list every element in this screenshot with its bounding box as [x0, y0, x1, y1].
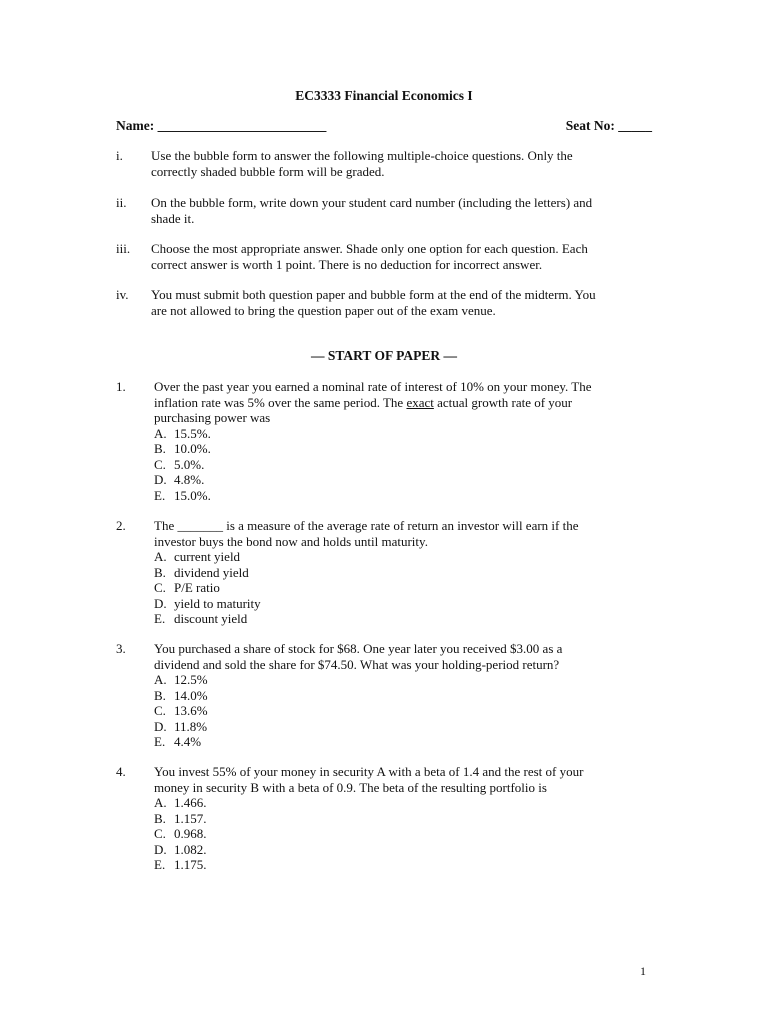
option-text: 10.0%. — [174, 441, 211, 456]
answer-option — [154, 826, 654, 842]
answer-option — [154, 703, 654, 719]
question-stem-part: Over the past year you earned a nominal rate of interest of 10% on your money. The inflation rate was 5% over the same period. The — [154, 379, 592, 410]
exam-title: EC3333 Financial Economics I — [295, 88, 473, 103]
option-text: 13.6% — [174, 703, 208, 718]
question-stem: You purchased a share of stock for $68. One year later you received $3.00 as a dividend and sold the share for $74.50. What was your holding-period return? — [154, 641, 563, 672]
answer-option — [154, 672, 654, 688]
option-letter: D. — [154, 841, 167, 857]
option-letter: B. — [154, 687, 166, 703]
answer-option — [154, 719, 654, 735]
question-stem: You invest 55% of your money in security A with a beta of 1.4 and the rest of your money in security B with a beta of 0.9. The beta of the resulting portfolio is — [154, 764, 584, 795]
option-text: 14.0% — [174, 687, 208, 703]
answer-option — [154, 857, 654, 873]
option-letter: C. — [154, 456, 166, 472]
option-text: 11.8% — [174, 718, 208, 734]
option-text: 1.157. — [174, 810, 207, 826]
option-letter: D. — [154, 718, 167, 734]
option-text: 1.175. — [174, 857, 207, 872]
instruction-text: You must submit both question paper and bubble form at the end of the midterm. You are not allowed to bring the question paper out of the exam venue. — [151, 287, 596, 318]
option-letter: D. — [154, 472, 167, 487]
instruction-number: iv. — [116, 287, 129, 302]
answer-option — [154, 734, 654, 750]
option-letter: C. — [154, 703, 166, 718]
answer-option — [154, 611, 654, 627]
question-number: 4. — [116, 764, 126, 779]
instruction-number: i. — [116, 148, 123, 163]
answer-option — [154, 842, 654, 858]
option-letter: D. — [154, 595, 167, 611]
option-text: 4.8%. — [174, 472, 205, 487]
option-letter: B. — [154, 564, 166, 580]
option-letter: C. — [154, 580, 166, 595]
question-stem: The _______ is a measure of the average rate of return an investor will earn if the investor buys the bond now and holds until maturity. — [154, 518, 579, 549]
page-number: 1 — [640, 964, 646, 978]
answer-option — [154, 488, 654, 504]
option-text: dividend yield — [174, 564, 249, 580]
option-text: P/E ratio — [174, 580, 220, 595]
option-text: current yield — [174, 549, 241, 564]
option-letter: A. — [154, 795, 167, 810]
option-text: 1.082. — [174, 841, 207, 857]
option-text: 4.4% — [174, 734, 202, 749]
option-text: 0.968. — [174, 826, 207, 841]
question-number: 2. — [116, 518, 126, 533]
instruction-text: On the bubble form, write down your student card number (including the letters) and shade it. — [151, 195, 593, 226]
answer-option — [154, 457, 654, 473]
seat-field-label: Seat No: _____ — [565, 118, 652, 133]
question-stem — [154, 379, 654, 426]
instruction-number: ii. — [116, 195, 127, 210]
option-letter: E. — [154, 611, 166, 626]
option-letter: E. — [154, 487, 166, 503]
option-text: 12.5% — [174, 672, 208, 687]
option-text: 1.466. — [174, 795, 207, 810]
answer-option — [154, 596, 654, 612]
instruction-text: Choose the most appropriate answer. Shade only one option for each question. Each correct answer is worth 1 point. There is no deduction for incorrect answer. — [151, 241, 588, 272]
option-letter: A. — [154, 672, 167, 687]
question-number: 1. — [116, 379, 126, 394]
option-letter: B. — [154, 441, 166, 456]
answer-option — [154, 811, 654, 827]
option-text: discount yield — [174, 611, 248, 626]
answer-option — [154, 565, 654, 581]
option-text: 15.5%. — [174, 425, 211, 441]
option-letter: C. — [154, 826, 166, 841]
option-text: yield to maturity — [174, 595, 261, 611]
instruction-text: Use the bubble form to answer the following multiple-choice questions. Only the correctly shaded bubble form will be graded. — [151, 148, 573, 179]
answer-option — [154, 472, 654, 488]
option-text: 15.0%. — [174, 487, 211, 503]
option-letter: E. — [154, 734, 166, 749]
underlined-word: exact — [406, 394, 434, 410]
answer-option — [154, 441, 654, 457]
answer-option — [154, 795, 654, 811]
name-field-label: Name: _________________________ — [116, 118, 327, 133]
answer-option — [154, 426, 654, 442]
instruction-number: iii. — [116, 241, 131, 256]
option-letter: E. — [154, 857, 166, 872]
question-stem-part: actual growth rate of your purchasing power was — [154, 394, 573, 425]
option-letter: A. — [154, 549, 167, 564]
answer-option — [154, 549, 654, 565]
option-letter: B. — [154, 810, 166, 826]
option-letter: A. — [154, 425, 167, 441]
answer-option — [154, 688, 654, 704]
section-heading: — START OF PAPER — — [310, 348, 458, 363]
question-number: 3. — [116, 641, 126, 656]
answer-option — [154, 580, 654, 596]
option-text: 5.0%. — [174, 456, 205, 472]
